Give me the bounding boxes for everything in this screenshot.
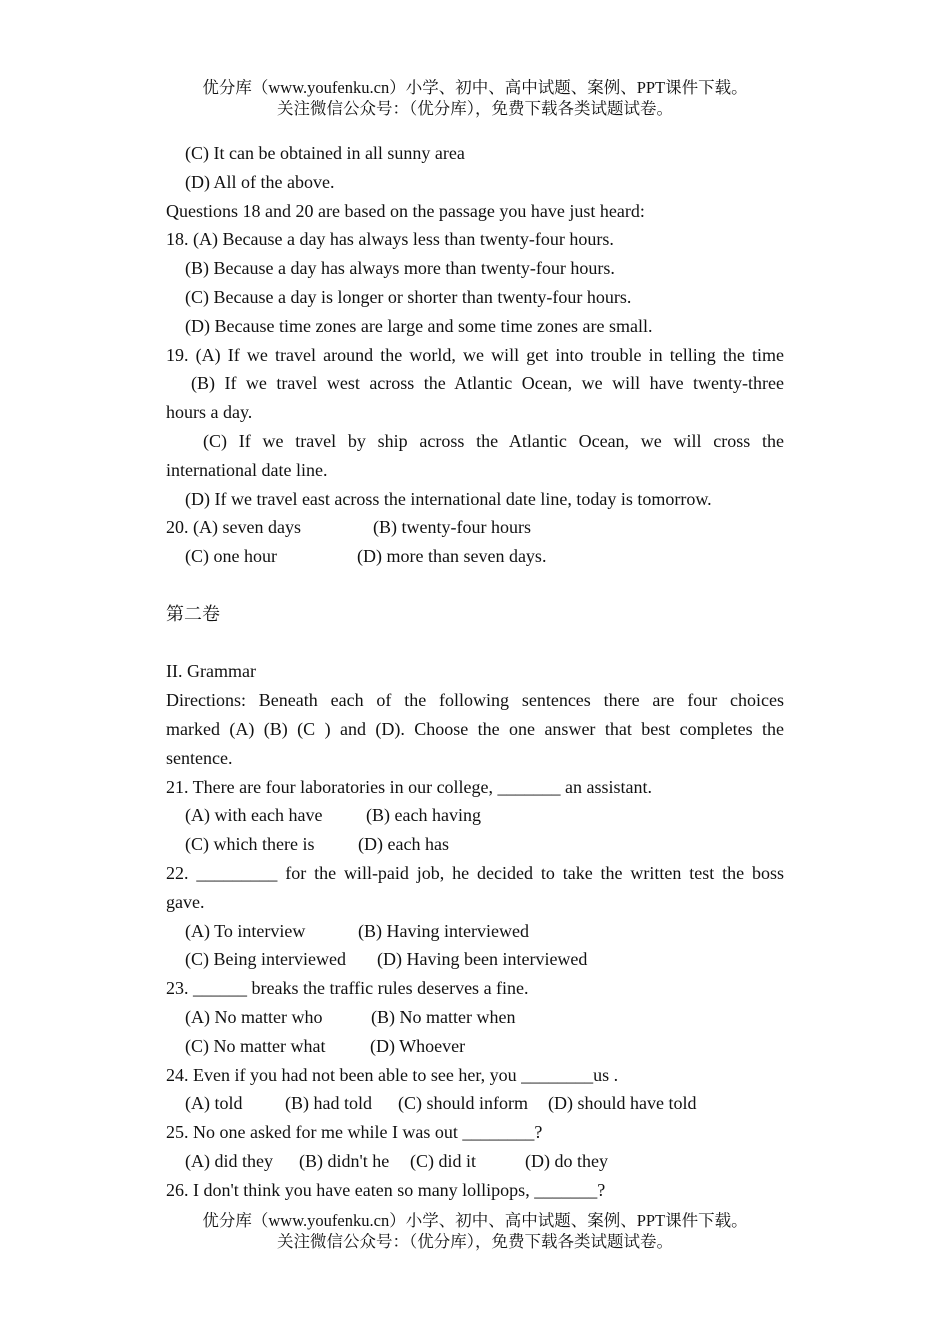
q19-option-c-cont: international date line.	[166, 459, 328, 480]
q26-stem: 26. I don't think you have eaten so many lollipops, _______?	[166, 1179, 606, 1200]
q21-row-2	[166, 830, 784, 859]
page-header	[0, 77, 950, 119]
q21-option-c: (C) which there is	[185, 834, 315, 855]
q22-option-a: (A) To interview	[185, 920, 306, 941]
q25-options	[166, 1147, 784, 1176]
document-body	[166, 139, 784, 1204]
directions-line-2: marked (A) (B) (C ) and (D). Choose the one answer that best completes the	[166, 718, 784, 739]
q23-option-a: (A) No matter who	[185, 1006, 323, 1027]
header-line-2: 关注微信公众号：（优分库），免费下载各类试题试卷。	[277, 99, 673, 118]
q19-option-b-cont: hours a day.	[166, 402, 253, 423]
q22-option-c: (C) Being interviewed	[185, 949, 346, 970]
q20-option-b: (B) twenty-four hours	[373, 517, 531, 538]
page-footer	[0, 1210, 950, 1252]
q19-option-b: (B) If we travel west across the Atlantic Ocean, we will have twenty-three	[191, 373, 784, 394]
q17-option-c: (C) It can be obtained in all sunny area	[185, 143, 465, 163]
q24-stem: 24. Even if you had not been able to see her, you ________us .	[166, 1064, 619, 1085]
q24-option-a: (A) told	[185, 1093, 243, 1114]
q19-option-c: (C) If we travel by ship across the Atlantic Ocean, we will cross the	[203, 430, 784, 451]
spacer	[166, 629, 784, 658]
q21-stem: 21. There are four laboratories in our college, _______ an assistant.	[166, 776, 653, 797]
q22-row-1	[166, 917, 784, 946]
q20-option-a: 20. (A) seven days	[166, 517, 301, 538]
q25-stem: 25. No one asked for me while I was out ________?	[166, 1122, 543, 1143]
q20-option-c: (C) one hour	[185, 546, 277, 567]
q21-option-a: (A) with each have	[185, 805, 323, 826]
q23-option-c: (C) No matter what	[185, 1035, 326, 1056]
q21-option-b: (B) each having	[366, 805, 481, 826]
q22-row-2	[166, 945, 784, 974]
q22-stem-cont: gave.	[166, 891, 205, 912]
q25-option-b: (B) didn't he	[299, 1150, 390, 1171]
q18-option-a: 18. (A) Because a day has always less than twenty-four hours.	[166, 229, 614, 250]
q22-option-d: (D) Having been interviewed	[377, 949, 588, 970]
q21-option-d: (D) each has	[358, 834, 449, 855]
q22-option-b: (B) Having interviewed	[358, 920, 529, 941]
q18-option-c: (C) Because a day is longer or shorter than twenty-four hours.	[185, 286, 632, 307]
header-line-1: 优分库（www.youfenku.cn）小学、初中、高中试题、案例、PPT课件下载。	[202, 78, 748, 97]
q20-row-1	[166, 513, 784, 542]
q23-stem: 23. ______ breaks the traffic rules deserves a fine.	[166, 978, 529, 999]
q24-option-c: (C) should inform	[398, 1093, 528, 1114]
q25-option-c: (C) did it	[410, 1150, 476, 1171]
q24-option-d: (D) should have told	[548, 1093, 697, 1114]
q24-option-b: (B) had told	[285, 1093, 372, 1114]
q20-option-d: (D) more than seven days.	[357, 546, 547, 567]
directions-line-3: sentence.	[166, 747, 233, 768]
q18-option-b: (B) Because a day has always more than twenty-four hours.	[185, 258, 615, 279]
q20-row-2	[166, 542, 784, 571]
directions-line-1: Directions: Beneath each of the following sentences there are four choices	[166, 690, 784, 711]
q18-option-d: (D) Because time zones are large and some time zones are small.	[185, 315, 653, 336]
spacer	[166, 571, 784, 600]
q19-option-d: (D) If we travel east across the international date line, today is tomorrow.	[185, 488, 712, 509]
q19-option-a: 19. (A) If we travel around the world, we will get into trouble in telling the time	[166, 344, 784, 365]
volume-title: 第二卷	[166, 603, 220, 624]
footer-line-2: 关注微信公众号：（优分库），免费下载各类试题试卷。	[277, 1232, 673, 1251]
q22-stem: 22. _________ for the will-paid job, he decided to take the written test the boss	[166, 862, 784, 883]
q23-row-1	[166, 1003, 784, 1032]
q25-option-d: (D) do they	[525, 1150, 608, 1171]
q23-row-2	[166, 1032, 784, 1061]
q25-option-a: (A) did they	[185, 1150, 273, 1171]
q23-option-d: (D) Whoever	[370, 1035, 466, 1056]
passage-intro: Questions 18 and 20 are based on the passage you have just heard:	[166, 200, 645, 221]
section-title: II. Grammar	[166, 661, 256, 682]
q23-option-b: (B) No matter when	[371, 1006, 516, 1027]
q24-options	[166, 1089, 784, 1118]
q21-row-1	[166, 801, 784, 830]
q17-option-d: (D) All of the above.	[185, 171, 335, 192]
footer-line-1: 优分库（www.youfenku.cn）小学、初中、高中试题、案例、PPT课件下载。	[202, 1211, 748, 1230]
